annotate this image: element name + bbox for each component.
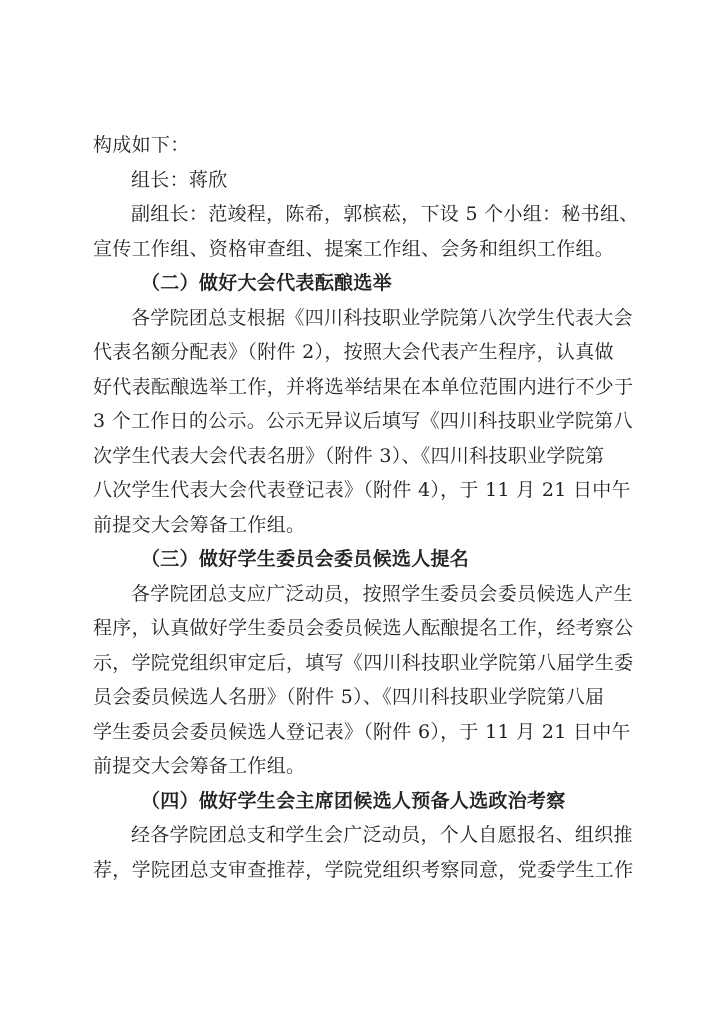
paragraph-line: 3 个工作日的公示。公示无异议后填写《四川科技职业学院第八 bbox=[93, 410, 633, 432]
text-line: 构成如下： bbox=[93, 134, 190, 156]
paragraph-line: 前提交大会筹备工作组。 bbox=[93, 755, 306, 777]
paragraph-line: 示，学院党组织审定后，填写《四川科技职业学院第八届学生委 bbox=[93, 651, 634, 674]
paragraph-line: 程序，认真做好学生委员会委员候选人酝酿提名工作，经考察公 bbox=[93, 617, 634, 639]
text-line: 宣传工作组、资格审查组、提案工作组、会务和组织工作组。 bbox=[93, 237, 615, 260]
paragraph-line: 代表名额分配表》（附件 2），按照大会代表产生程序，认真做 bbox=[93, 341, 614, 363]
paragraph-line: 八次学生代表大会代表登记表》（附件 4），于 11 月 21 日中午 bbox=[93, 479, 631, 501]
paragraph-line: 各学院团总支根据《四川科技职业学院第八次学生代表大会 bbox=[131, 306, 633, 329]
section-heading-3: （三）做好学生委员会委员候选人提名 bbox=[141, 548, 470, 570]
paragraph-line: 前提交大会筹备工作组。 bbox=[93, 513, 306, 536]
paragraph-line: 次学生代表大会代表名册》（附件 3）、《四川科技职业学院第 bbox=[93, 444, 605, 467]
paragraph-line: 各学院团总支应广泛动员，按照学生委员会委员候选人产生 bbox=[131, 582, 633, 605]
document-body bbox=[93, 128, 639, 887]
paragraph-line: 荐，学院团总支审查推荐，学院党组织考察同意，党委学生工作 bbox=[93, 858, 634, 881]
paragraph-line: 好代表酝酿选举工作，并将选举结果在本单位范围内进行不少于 bbox=[93, 375, 634, 398]
paragraph-line: 学生委员会委员候选人登记表》（附件 6），于 11 月 21 日中午 bbox=[93, 720, 631, 743]
paragraph-line: 经各学院团总支和学生会广泛动员，个人自愿报名、组织推 bbox=[131, 824, 633, 846]
text-line-deputy-leaders: 副组长：范竣程，陈希，郭槟菘，下设 5 个小组：秘书组、 bbox=[131, 203, 639, 225]
section-heading-2: （二）做好大会代表酝酿选举 bbox=[141, 272, 392, 294]
text-line-group-leader: 组长：蒋欣 bbox=[131, 168, 228, 191]
section-heading-4: （四）做好学生会主席团候选人预备人选政治考察 bbox=[141, 789, 566, 812]
paragraph-line: 员会委员候选人名册》（附件 5）、《四川科技职业学院第八届 bbox=[93, 686, 605, 708]
